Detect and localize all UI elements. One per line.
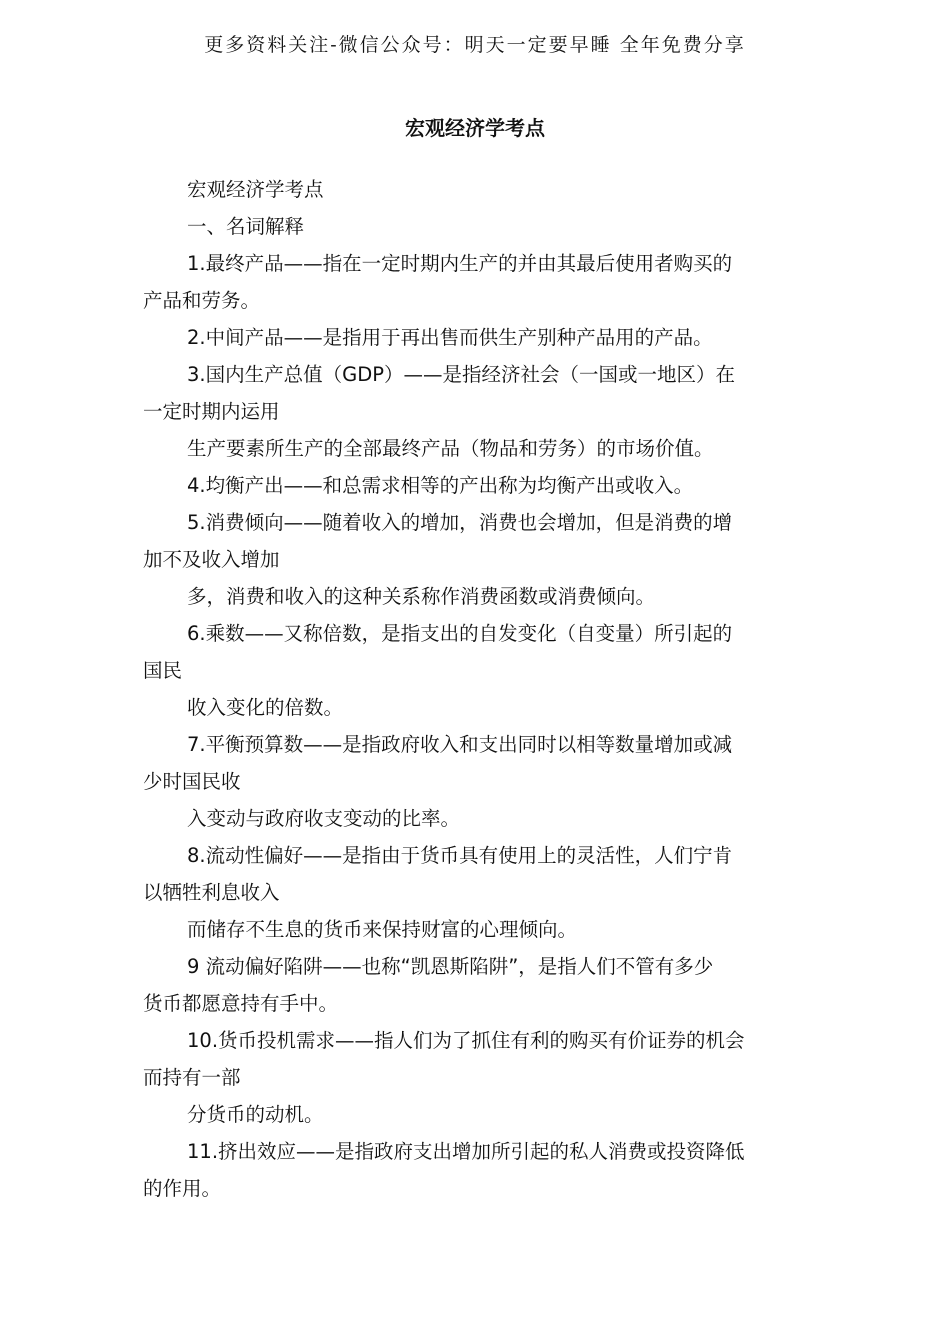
text-line: 11.挤出效应——是指政府支出增加所引起的私人消费或投资降低 [187,1140,745,1163]
text-line: 6.乘数——又称倍数，是指支出的自发变化（自变量）所引起的 [187,622,733,645]
text-line: 宏观经济学考点 [187,178,324,201]
document-body [143,171,810,1207]
document-title: 宏观经济学考点 [405,116,545,140]
text-line: 7.平衡预算数——是指政府收入和支出同时以相等数量增加或减 [187,733,733,756]
text-line: 而持有一部 [143,1066,241,1089]
header-note: 更多资料关注-微信公众号：明天一定要早睡 全年免费分享 [204,34,746,56]
text-line: 产品和劳务。 [143,289,261,312]
text-line: 少时国民收 [143,770,241,793]
text-line: 国民 [143,659,183,682]
text-line: 5.消费倾向——随着收入的增加，消费也会增加，但是消费的增 [187,511,733,534]
text-line: 生产要素所生产的全部最终产品（物品和劳务）的市场价值。 [187,437,714,460]
text-line: 8.流动性偏好——是指由于货币具有使用上的灵活性，人们宁肯 [187,844,733,867]
text-line: 2.中间产品——是指用于再出售而供生产别种产品用的产品。 [187,326,713,349]
text-line: 入变动与政府收支变动的比率。 [187,807,461,830]
text-line: 分货币的动机。 [187,1103,324,1126]
text-line: 10.货币投机需求——指人们为了抓住有利的购买有价证券的机会 [187,1029,745,1052]
text-line: 3.国内生产总值（GDP）——是指经济社会（一国或一地区）在 [187,363,735,386]
text-line: 9 流动偏好陷阱——也称“凯恩斯陷阱”，是指人们不管有多少 [187,955,714,978]
text-line: 货币都愿意持有手中。 [143,992,339,1015]
text-line: 的作用。 [143,1177,222,1200]
text-line: 1.最终产品——指在一定时期内生产的并由其最后使用者购买的 [187,252,733,275]
text-line: 加不及收入增加 [143,548,280,571]
text-line: 一、名词解释 [187,215,305,238]
text-line: 一定时期内运用 [143,400,280,423]
text-line: 以牺牲利息收入 [143,881,280,904]
text-line: 4.均衡产出——和总需求相等的产出称为均衡产出或收入。 [187,474,694,497]
text-line: 多，消费和收入的这种关系称作消费函数或消费倾向。 [187,585,656,608]
text-line: 而储存不生息的货币来保持财富的心理倾向。 [187,918,578,941]
text-line: 收入变化的倍数。 [187,696,344,719]
